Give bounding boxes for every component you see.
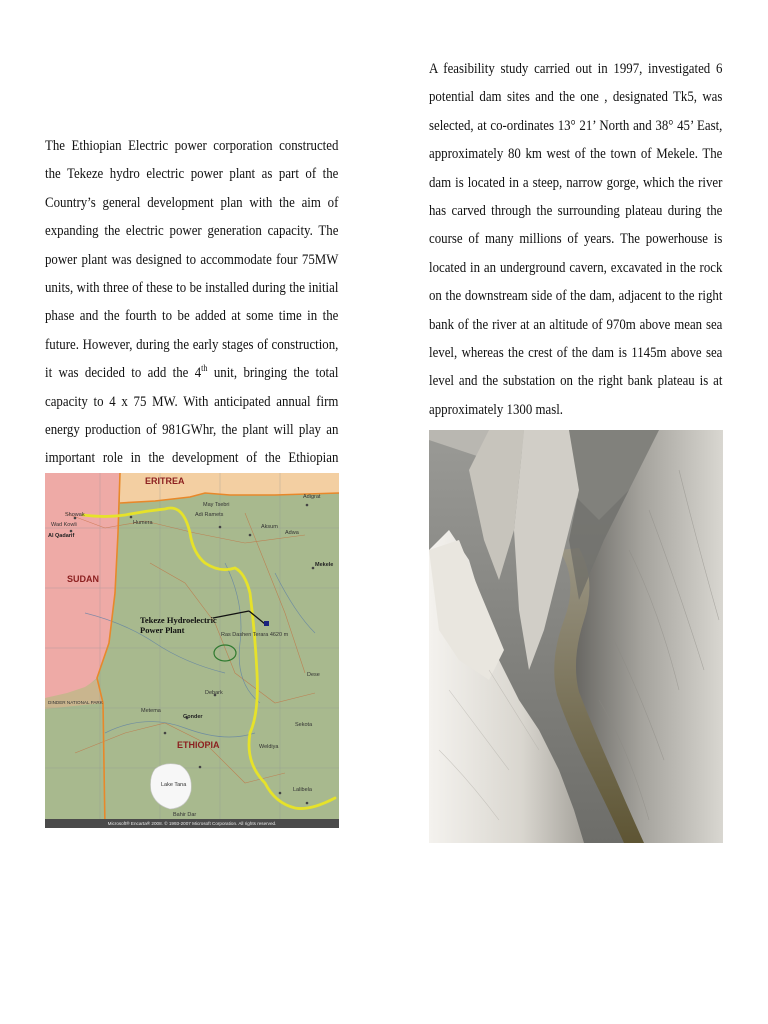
intro-paragraph [45,132,338,501]
place-humera: Humera [133,520,153,526]
ordinal-superscript: th [201,363,208,374]
place-adigrat: Adigrat [303,494,321,500]
map-graphic [45,473,339,828]
feasibility-paragraph: A feasibility study carried out in 1997, investigated 6 potential dam sites and the one , designated Tk5, was selected, at co-ordinates 13° 21’ North and 38° 45’ East, approximately 80 km west of the town of Mekele. The dam is located in a steep, narrow gorge, which the river has carved through the surrounding plateau during the course of many millions of years. The powerhouse is located in an underground cavern, excavated in the rock on the downstream side of the dam, adjacent to the right bank of the river at an altitude of 970m above mean sea level, whereas the crest of the dam is 1145m above sea level and the substation on the right bank plateau is at approximately 1300 masl. [429,61,723,418]
place-may-tsebri: May Tsebri [203,502,230,508]
map-copyright: Microsoft® Encarta® 2008. © 1993-2007 Microsoft Corporation. All rights reserved. [45,819,339,828]
place-al-qadarif: Al Qadarif [48,533,75,539]
place-mekele: Mekele [315,562,334,568]
callout-line-2: Power Plant [140,625,185,635]
place-dese: Dese [307,672,320,678]
place-metema: Metema [141,708,161,714]
place-adi-ramets: Adi Ramets [195,512,224,518]
place-weldiya: Weldiya [259,744,279,750]
place-dinder: DINDER NATIONAL PARK [48,700,103,705]
place-sekota: Sekota [295,722,313,728]
place-wad-kowli: Wad Kowli [51,522,77,528]
ethiopia-label: ETHIOPIA [177,740,220,750]
place-adwa: Adwa [285,530,299,536]
eritrea-label: ERITREA [145,476,185,486]
callout-line-1: Tekeze Hydroelectric [140,615,217,625]
gorge-graphic [429,430,723,843]
place-aksum: Aksum [261,524,278,530]
place-bahir-dar: Bahir Dar [173,812,197,818]
place-ras-dashen: Ras Dashen Terara 4620 m [221,632,289,638]
intro-text-part2: unit, bringing the total capacity to 4 x 75 MW. With anticipated annual firm energy production of 981GWhr, the plant will play an important role in the development of the Ethiopian [45,365,339,467]
tekeze-callout [140,615,217,635]
place-debark: Debark [205,690,223,696]
intro-text-part1: The Ethiopian Electric power corporation constructed the Tekeze hydro electric power plant as part of the Country’s general development plan with the aim of expanding the electric power generation capacity. The power plant was designed to accommodate four 75MW units, with three of these to be installed during the initial phase and the fourth to be added at some time in the future. However, during the early stages of construction, it was decided to add the 4 [45,138,339,382]
place-showak: Showak [65,512,85,518]
place-lalibela: Lalibela [293,787,312,793]
location-map [45,473,339,828]
place-lake-tana: Lake Tana [161,782,187,788]
place-gonder: Gonder [183,714,203,720]
gorge-photo [429,430,723,843]
sudan-label: SUDAN [67,574,100,584]
